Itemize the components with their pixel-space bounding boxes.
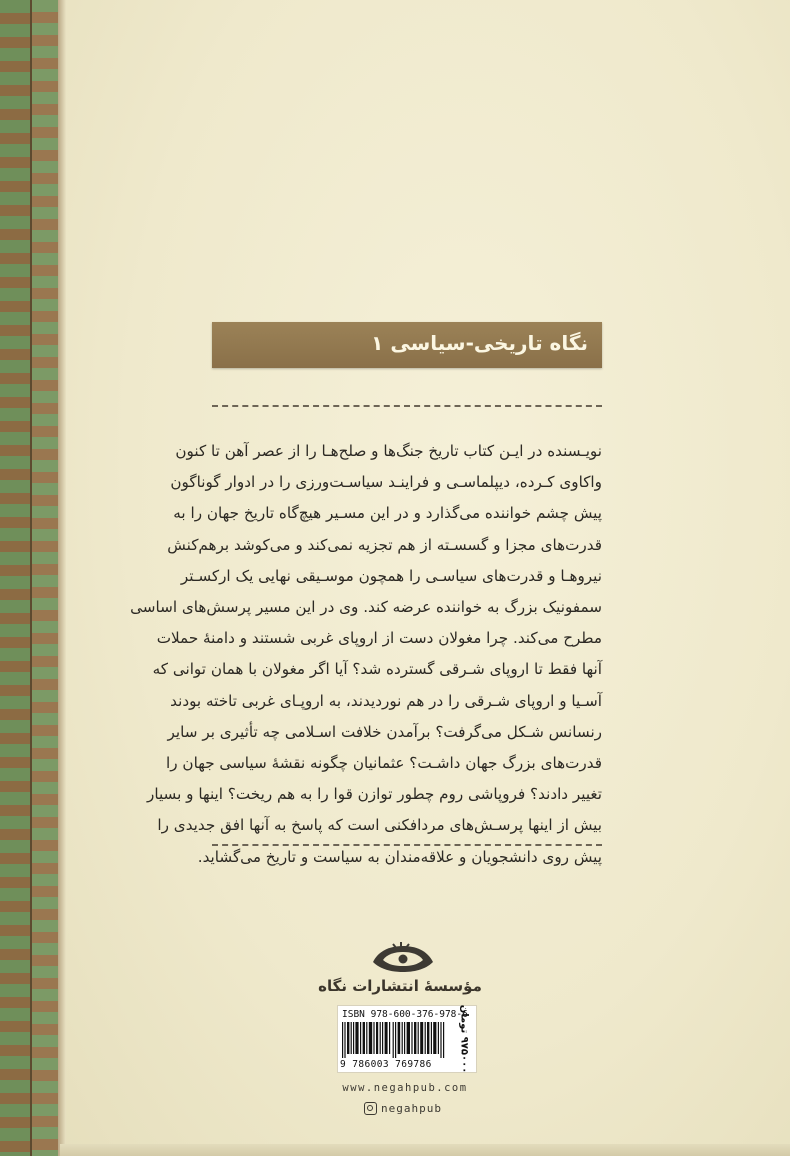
blurb-line: سمفونیک بزرگ به خواننده عرضه کند. وی در این مسیر پرسش‌های اساسی [130, 598, 602, 617]
price-text: ۹۷۵۰۰۰ تومان [458, 1004, 470, 1074]
instagram-icon [364, 1102, 377, 1115]
instagram-handle: negahpub [381, 1101, 442, 1115]
barcode-icon [342, 1022, 446, 1058]
blurb-line: پیش روی دانشجویان و علاقه‌مندان به سیاست و تاریخ می‌گشاید. [197, 847, 602, 866]
cover-bottom-edge [60, 1144, 790, 1156]
blurb-line: پیش چشم خواننده می‌گذارد و در این مسـیر هیچ‌گاه تاریخ جهان را به [173, 504, 602, 523]
blurb-line: قدرت‌های مجزا و گسسـته از هم تجزیه نمی‌کند و می‌کوشد برهم‌کنش [167, 535, 602, 554]
negah-logo-icon [369, 940, 437, 974]
blurb-line: مطرح می‌کند. چرا مغولان دست از اروپای غربی شستند و دامنهٔ حملات [156, 629, 602, 648]
isbn-text: ISBN 978-600-376-978-6 [342, 1009, 468, 1020]
blurb-line: آسـیا و اروپای شـرقی را در هم نوردیدند، به اروپـای غربی تاخته بودند [170, 691, 602, 710]
ean-digits: 9 786003 769786 [340, 1059, 432, 1070]
spine-edge [58, 0, 66, 1156]
top-divider [212, 405, 602, 407]
blurb-line: نیروهـا و قدرت‌های سیاسـی را همچون موسـیقی نهایی یک ارکسـتر [180, 566, 602, 585]
series-banner [212, 322, 602, 368]
blurb-line: رنسانس شـکل می‌گرفت؟ برآمدن خلافت اسـلامی چه تأثیری بر سایر [167, 722, 602, 741]
price-label [454, 1004, 474, 1074]
bottom-divider [212, 844, 602, 846]
blurb-line: آنها فقط تا اروپای شـرقی گسترده شد؟ آیا اگر مغولان با همان توانی که [152, 660, 602, 679]
instagram-link[interactable] [364, 1100, 442, 1116]
blurb-line: واکاوی کـرده، دیپلماسـی و فراینـد سیاسـت‌ورزی را در ادوار گوناگون [170, 473, 602, 492]
barcode-panel [337, 1005, 477, 1073]
blurb-text [130, 436, 602, 873]
blurb-line: قدرت‌های بزرگ جهان داشـت؟ عثمانیان چگونه نقشهٔ سیاسی جهان را [166, 754, 602, 773]
blurb-line: تغییر دادند؟ فروپاشی روم چطور توازن قوا را به هم ریخت؟ اینها و بسیار [147, 785, 602, 804]
publisher-name: مؤسسهٔ انتشارات نگاه [318, 977, 482, 995]
series-title: نگاه تاریخی-سیاسی ۱ [371, 331, 588, 355]
blurb-line: نویـسنده در ایـن کتاب تاریخ جنگ‌ها و صلح‌هـا را از عصر آهن تا کنون [175, 442, 602, 460]
blurb-line: بیش از اینها پرسـش‌های مردافکنی است که پاسخ به آنها افق جدیدی را [157, 816, 602, 835]
publisher-website[interactable]: www.negahpub.com [342, 1082, 468, 1094]
